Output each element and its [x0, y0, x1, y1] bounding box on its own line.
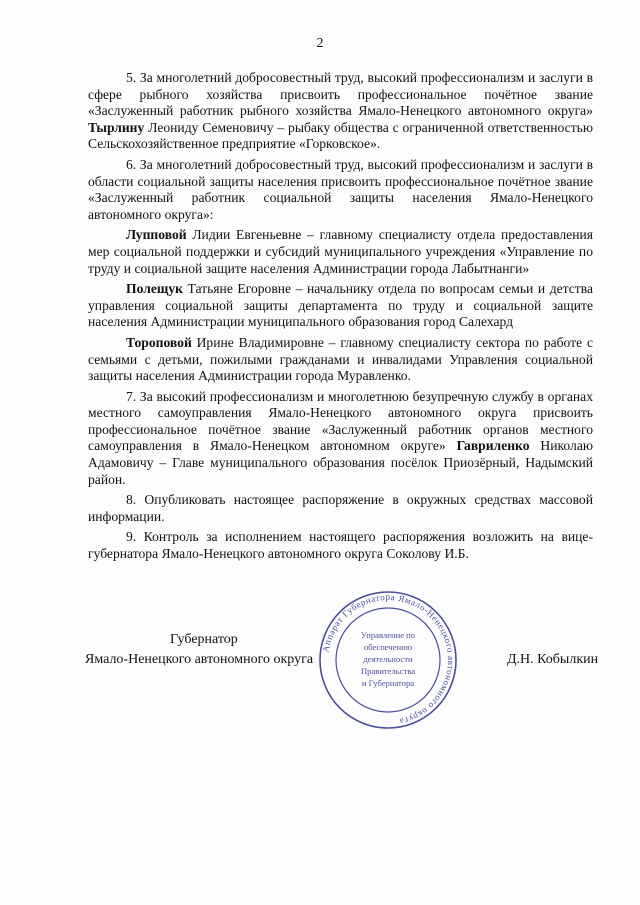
signer-title-line-1: Губернатор — [170, 632, 238, 647]
paragraph-9 — [88, 529, 593, 562]
signature-block — [0, 628, 640, 748]
paragraph-7-tail: Николаю Адамовичу – Главе муниципального образования посёлок Приозёрный, Надымский район. — [88, 438, 594, 487]
paragraph-6a-surname: Лупповой — [126, 227, 187, 243]
paragraph-6c-tail: Ирине Владимировне – главному специалисту сектора по работе с семьями с детьми, пожилыми гражданами и инвалидами Управления социальной защиты населения Администрации города Муравленко. — [88, 334, 593, 384]
paragraph-6a-tail: Лидии Евгеньевне – главному специалисту отдела предоставления мер социальной поддержки и субсидий муниципального учреждения «Управление по труду и социальной защите населения Администрации города Лабытнанги» — [88, 227, 594, 276]
paragraph-6b-tail: Татьяне Егоровне – начальнику отдела по вопросам семьи и детства управления социальной защиты департамента по труду и социальной защите населения Администрации муниципального образования город Салехард — [88, 281, 593, 330]
stamp-line-3: деятельности — [363, 654, 413, 664]
signer-title-line-2: Ямало-Ненецкого автономного округа — [85, 652, 314, 667]
stamp-line-4: Правительства — [360, 666, 416, 676]
stamp-line-2: обеспечению — [363, 642, 413, 652]
paragraph-6b — [88, 281, 593, 331]
paragraph-8-text: 8. Опубликовать настоящее распоряжение в окружных средствах массовой информации. — [88, 492, 593, 524]
paragraph-6b-surname: Полещук — [126, 281, 183, 297]
paragraph-7-text: 7. За высокий профессионализм и многолетнюю безупречную службу в органах местного самоуправления Ямало-Ненецкого автономного округа присвоить профессиональное почётное звание «Заслуженный работник органов местного самоуправления в Ямало-Ненецком автономном округе» — [88, 388, 593, 454]
paragraph-5-text: 5. За многолетний добросовестный труд, высокий профессионализм и заслуги в сфере рыбного хозяйства присвоить профессиональное почётное звание «Заслуженный работник рыбного хозяйства Ямало-Ненецкого автономного округа» — [88, 70, 593, 119]
paragraph-7 — [88, 389, 593, 489]
signer-name: Д.Н. Кобылкин — [507, 652, 599, 667]
paragraph-5 — [88, 70, 593, 153]
stamp-line-5: и Губернатора — [361, 678, 415, 688]
paragraph-7-surname: Гавриленко — [456, 438, 530, 454]
paragraph-6a — [88, 227, 593, 277]
paragraph-9-text: 9. Контроль за исполнением настоящего распоряжения возложить на вице-губернатора Ямало-Ненецкого автономного округа Соколову И.Б. — [88, 529, 593, 562]
page-number: 2 — [316, 36, 324, 51]
paragraph-6-text: 6. За многолетний добросовестный труд, высокий профессионализм и заслуги в области социальной защиты населения присвоить профессиональное почётное звание «Заслуженный работник социальной защиты населения Ямало-Ненецкого автономного округа»: — [88, 156, 593, 222]
paragraph-6c — [88, 335, 593, 385]
paragraph-8 — [88, 492, 593, 525]
paragraph-5-tail: Леониду Семеновичу – рыбаку общества с ограниченной ответственностью Сельскохозяйственное предприятие «Горковское». — [88, 119, 594, 152]
paragraph-6 — [88, 157, 593, 223]
stamp-ring-text: Аппарат Губернатора Ямало-Ненецкого автономного округа — [320, 591, 457, 727]
document-body — [88, 70, 593, 567]
paragraph-6c-surname: Тороповой — [126, 334, 192, 350]
stamp-line-1: Управление по — [360, 630, 416, 640]
paragraph-5-surname: Тырлину — [88, 119, 145, 135]
